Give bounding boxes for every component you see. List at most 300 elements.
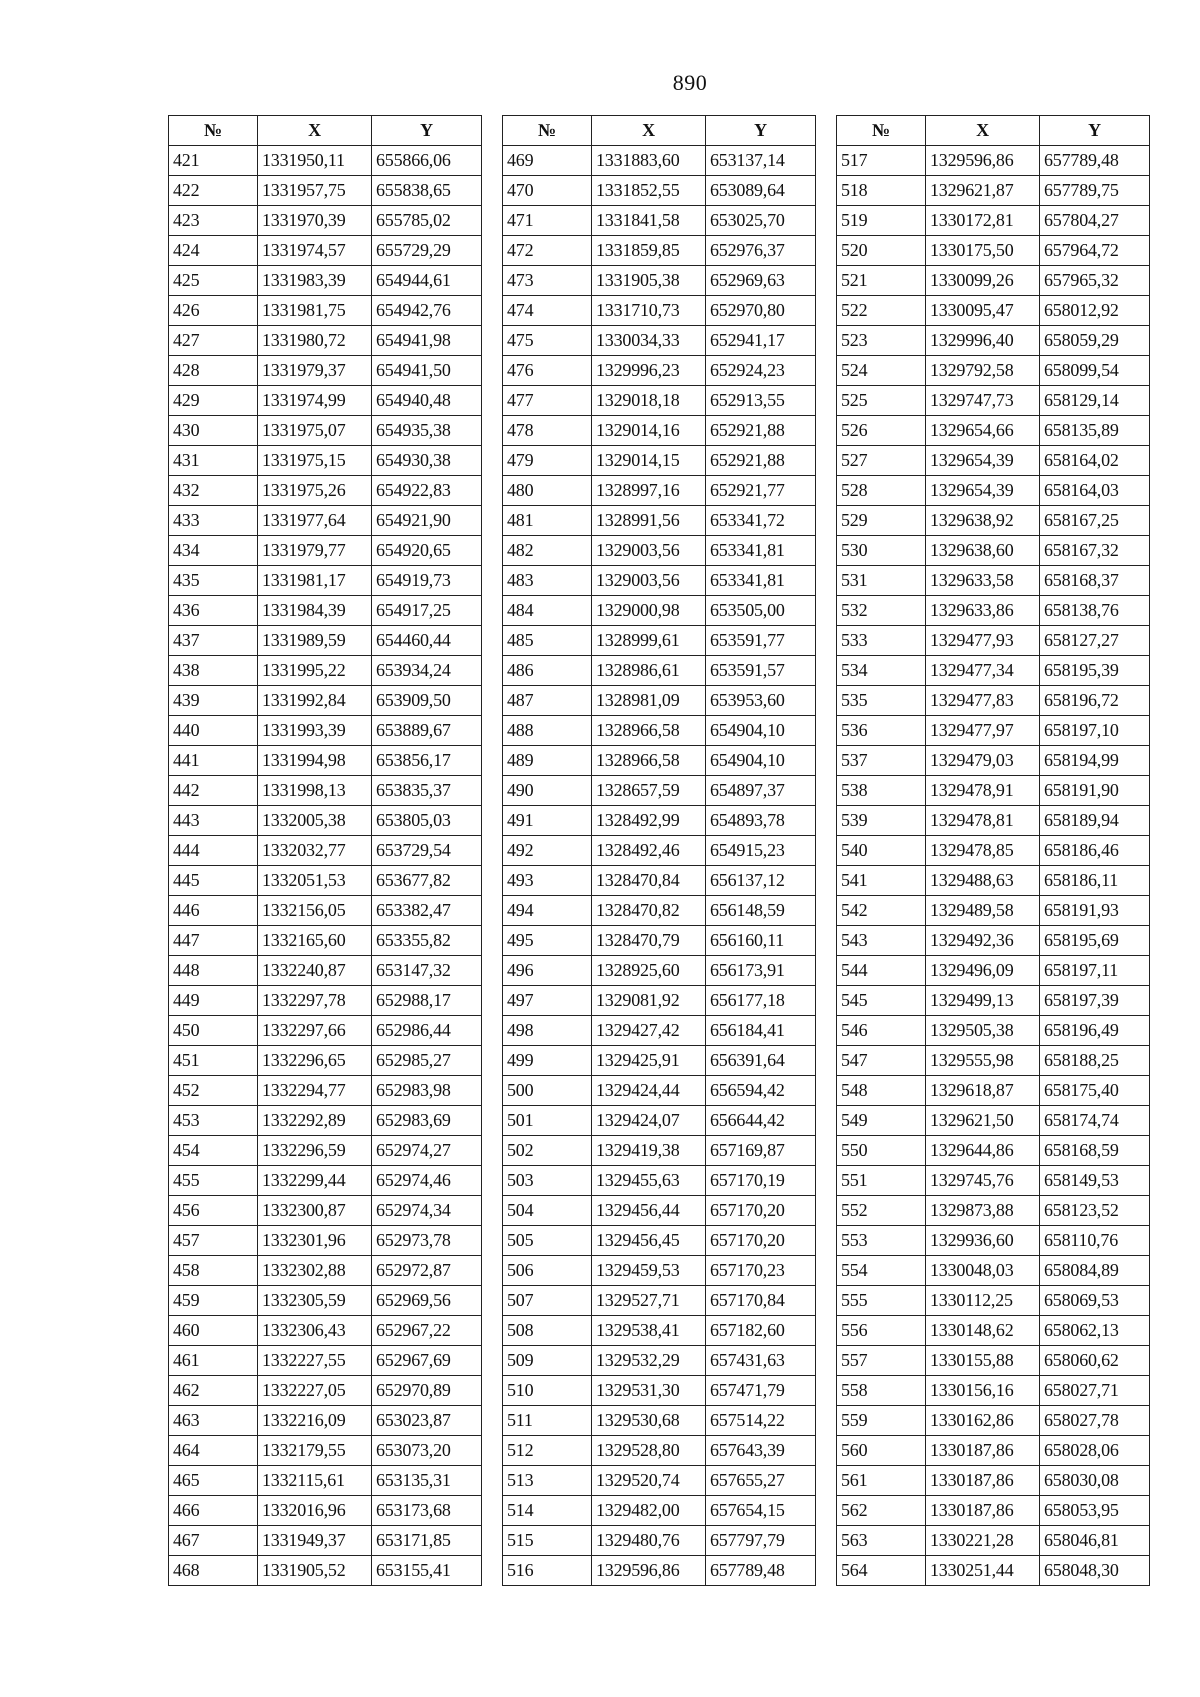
point-number-cell: 556: [837, 1315, 926, 1345]
table-row: [503, 1345, 816, 1375]
header-number: №: [837, 116, 926, 146]
y-coordinate-cell: 658027,78: [1040, 1405, 1150, 1435]
y-coordinate-cell: 658186,11: [1040, 865, 1150, 895]
y-coordinate-cell: 656644,42: [706, 1105, 816, 1135]
point-number-cell: 521: [837, 265, 926, 295]
y-coordinate-cell: 654904,10: [706, 715, 816, 745]
point-number-cell: 515: [503, 1525, 592, 1555]
point-number-cell: 441: [169, 745, 258, 775]
table-row: [169, 1375, 482, 1405]
x-coordinate-cell: 1332179,55: [258, 1435, 372, 1465]
y-coordinate-cell: 653155,41: [372, 1555, 482, 1585]
x-coordinate-cell: 1329018,18: [592, 385, 706, 415]
x-coordinate-cell: 1331981,75: [258, 295, 372, 325]
x-coordinate-cell: 1329644,86: [926, 1135, 1040, 1165]
point-number-cell: 464: [169, 1435, 258, 1465]
x-coordinate-cell: 1329478,81: [926, 805, 1040, 835]
y-coordinate-cell: 657655,27: [706, 1465, 816, 1495]
x-coordinate-cell: 1331993,39: [258, 715, 372, 745]
x-coordinate-cell: 1328492,46: [592, 835, 706, 865]
y-coordinate-cell: 654920,65: [372, 535, 482, 565]
table-row: [169, 385, 482, 415]
table-row: [837, 835, 1150, 865]
y-coordinate-cell: 654904,10: [706, 745, 816, 775]
y-coordinate-cell: 657789,75: [1040, 175, 1150, 205]
point-number-cell: 470: [503, 175, 592, 205]
point-number-cell: 493: [503, 865, 592, 895]
x-coordinate-cell: 1329482,00: [592, 1495, 706, 1525]
table-row: [169, 955, 482, 985]
table-row: [503, 1225, 816, 1255]
x-coordinate-cell: 1331974,99: [258, 385, 372, 415]
table-row: [169, 1255, 482, 1285]
y-coordinate-cell: 653591,57: [706, 655, 816, 685]
y-coordinate-cell: 658149,53: [1040, 1165, 1150, 1195]
point-number-cell: 498: [503, 1015, 592, 1045]
table-row: [837, 1225, 1150, 1255]
point-number-cell: 472: [503, 235, 592, 265]
x-coordinate-cell: 1331905,38: [592, 265, 706, 295]
y-coordinate-cell: 652974,34: [372, 1195, 482, 1225]
y-coordinate-cell: 658197,11: [1040, 955, 1150, 985]
table-row: [503, 295, 816, 325]
x-coordinate-cell: 1329479,03: [926, 745, 1040, 775]
y-coordinate-cell: 657170,84: [706, 1285, 816, 1315]
table-row: [169, 1045, 482, 1075]
table-row: [503, 1465, 816, 1495]
coordinate-table-1: [168, 115, 482, 1586]
x-coordinate-cell: 1329621,50: [926, 1105, 1040, 1135]
point-number-cell: 428: [169, 355, 258, 385]
table-row: [503, 1285, 816, 1315]
point-number-cell: 456: [169, 1195, 258, 1225]
table-row: [169, 1465, 482, 1495]
point-number-cell: 427: [169, 325, 258, 355]
table-row: [503, 1045, 816, 1075]
x-coordinate-cell: 1332165,60: [258, 925, 372, 955]
x-coordinate-cell: 1329456,44: [592, 1195, 706, 1225]
point-number-cell: 423: [169, 205, 258, 235]
x-coordinate-cell: 1329478,85: [926, 835, 1040, 865]
table-row: [503, 1495, 816, 1525]
table-row: [503, 745, 816, 775]
x-coordinate-cell: 1329499,13: [926, 985, 1040, 1015]
y-coordinate-cell: 658174,74: [1040, 1105, 1150, 1135]
table-row: [503, 1375, 816, 1405]
table-row: [837, 685, 1150, 715]
point-number-cell: 564: [837, 1555, 926, 1585]
table-row: [169, 505, 482, 535]
x-coordinate-cell: 1329618,87: [926, 1075, 1040, 1105]
table-row: [503, 1015, 816, 1045]
y-coordinate-cell: 653025,70: [706, 205, 816, 235]
y-coordinate-cell: 658196,49: [1040, 1015, 1150, 1045]
point-number-cell: 444: [169, 835, 258, 865]
point-number-cell: 473: [503, 265, 592, 295]
point-number-cell: 485: [503, 625, 592, 655]
point-number-cell: 535: [837, 685, 926, 715]
x-coordinate-cell: 1332156,05: [258, 895, 372, 925]
x-coordinate-cell: 1329505,38: [926, 1015, 1040, 1045]
y-coordinate-cell: 653382,47: [372, 895, 482, 925]
point-number-cell: 552: [837, 1195, 926, 1225]
x-coordinate-cell: 1329528,80: [592, 1435, 706, 1465]
x-coordinate-cell: 1329489,58: [926, 895, 1040, 925]
table-row: [503, 415, 816, 445]
table-row: [503, 175, 816, 205]
x-coordinate-cell: 1331905,52: [258, 1555, 372, 1585]
x-coordinate-cell: 1329492,36: [926, 925, 1040, 955]
table-row: [169, 445, 482, 475]
point-number-cell: 555: [837, 1285, 926, 1315]
table-row: [837, 445, 1150, 475]
x-coordinate-cell: 1328925,60: [592, 955, 706, 985]
table-row: [503, 1195, 816, 1225]
table-row: [837, 385, 1150, 415]
table-row: [503, 235, 816, 265]
x-coordinate-cell: 1329003,56: [592, 535, 706, 565]
header-number: №: [503, 116, 592, 146]
y-coordinate-cell: 657471,79: [706, 1375, 816, 1405]
table-row: [503, 1555, 816, 1585]
y-coordinate-cell: 658062,13: [1040, 1315, 1150, 1345]
table-row: [503, 1255, 816, 1285]
x-coordinate-cell: 1332032,77: [258, 835, 372, 865]
x-coordinate-cell: 1330155,88: [926, 1345, 1040, 1375]
point-number-cell: 528: [837, 475, 926, 505]
x-coordinate-cell: 1331841,58: [592, 205, 706, 235]
table-row: [837, 1495, 1150, 1525]
point-number-cell: 497: [503, 985, 592, 1015]
x-coordinate-cell: 1329555,98: [926, 1045, 1040, 1075]
point-number-cell: 436: [169, 595, 258, 625]
point-number-cell: 543: [837, 925, 926, 955]
point-number-cell: 429: [169, 385, 258, 415]
y-coordinate-cell: 652986,44: [372, 1015, 482, 1045]
y-coordinate-cell: 658188,25: [1040, 1045, 1150, 1075]
x-coordinate-cell: 1330172,81: [926, 205, 1040, 235]
table-row: [837, 145, 1150, 175]
x-coordinate-cell: 1329596,86: [926, 145, 1040, 175]
x-coordinate-cell: 1332306,43: [258, 1315, 372, 1345]
x-coordinate-cell: 1330099,26: [926, 265, 1040, 295]
x-coordinate-cell: 1329532,29: [592, 1345, 706, 1375]
point-number-cell: 540: [837, 835, 926, 865]
x-coordinate-cell: 1329596,86: [592, 1555, 706, 1585]
point-number-cell: 502: [503, 1135, 592, 1165]
table-header-row: [169, 116, 482, 146]
point-number-cell: 516: [503, 1555, 592, 1585]
y-coordinate-cell: 652913,55: [706, 385, 816, 415]
y-coordinate-cell: 654942,76: [372, 295, 482, 325]
table-row: [169, 1315, 482, 1345]
x-coordinate-cell: 1331974,57: [258, 235, 372, 265]
point-number-cell: 484: [503, 595, 592, 625]
table-row: [503, 1105, 816, 1135]
x-coordinate-cell: 1331992,84: [258, 685, 372, 715]
point-number-cell: 477: [503, 385, 592, 415]
y-coordinate-cell: 657789,48: [706, 1555, 816, 1585]
x-coordinate-cell: 1329638,60: [926, 535, 1040, 565]
table-row: [503, 205, 816, 235]
table-row: [169, 325, 482, 355]
x-coordinate-cell: 1331957,75: [258, 175, 372, 205]
x-coordinate-cell: 1331859,85: [592, 235, 706, 265]
x-coordinate-cell: 1330148,62: [926, 1315, 1040, 1345]
point-number-cell: 536: [837, 715, 926, 745]
x-coordinate-cell: 1332292,89: [258, 1105, 372, 1135]
y-coordinate-cell: 658194,99: [1040, 745, 1150, 775]
table-row: [503, 1075, 816, 1105]
point-number-cell: 529: [837, 505, 926, 535]
table-row: [837, 1045, 1150, 1075]
point-number-cell: 526: [837, 415, 926, 445]
y-coordinate-cell: 654897,37: [706, 775, 816, 805]
x-coordinate-cell: 1328997,16: [592, 475, 706, 505]
x-coordinate-cell: 1328470,79: [592, 925, 706, 955]
point-number-cell: 504: [503, 1195, 592, 1225]
y-coordinate-cell: 654919,73: [372, 565, 482, 595]
x-coordinate-cell: 1329014,15: [592, 445, 706, 475]
table-row: [837, 1345, 1150, 1375]
point-number-cell: 539: [837, 805, 926, 835]
y-coordinate-cell: 657514,22: [706, 1405, 816, 1435]
table-row: [503, 655, 816, 685]
x-coordinate-cell: 1331989,59: [258, 625, 372, 655]
table-row: [169, 205, 482, 235]
x-coordinate-cell: 1329003,56: [592, 565, 706, 595]
x-coordinate-cell: 1332005,38: [258, 805, 372, 835]
x-coordinate-cell: 1332227,05: [258, 1375, 372, 1405]
y-coordinate-cell: 654944,61: [372, 265, 482, 295]
y-coordinate-cell: 658195,69: [1040, 925, 1150, 955]
y-coordinate-cell: 654915,23: [706, 835, 816, 865]
x-coordinate-cell: 1330187,86: [926, 1495, 1040, 1525]
x-coordinate-cell: 1329081,92: [592, 985, 706, 1015]
x-coordinate-cell: 1331977,64: [258, 505, 372, 535]
table-row: [169, 295, 482, 325]
x-coordinate-cell: 1332301,96: [258, 1225, 372, 1255]
y-coordinate-cell: 658012,92: [1040, 295, 1150, 325]
x-coordinate-cell: 1332051,53: [258, 865, 372, 895]
y-coordinate-cell: 657170,20: [706, 1225, 816, 1255]
point-number-cell: 432: [169, 475, 258, 505]
y-coordinate-cell: 658135,89: [1040, 415, 1150, 445]
y-coordinate-cell: 652973,78: [372, 1225, 482, 1255]
table-row: [837, 175, 1150, 205]
table-row: [169, 685, 482, 715]
point-number-cell: 433: [169, 505, 258, 535]
y-coordinate-cell: 658167,32: [1040, 535, 1150, 565]
y-coordinate-cell: 658060,62: [1040, 1345, 1150, 1375]
point-number-cell: 440: [169, 715, 258, 745]
x-coordinate-cell: 1330187,86: [926, 1465, 1040, 1495]
point-number-cell: 525: [837, 385, 926, 415]
x-coordinate-cell: 1329477,97: [926, 715, 1040, 745]
point-number-cell: 508: [503, 1315, 592, 1345]
point-number-cell: 488: [503, 715, 592, 745]
table-row: [169, 1285, 482, 1315]
y-coordinate-cell: 653805,03: [372, 805, 482, 835]
x-coordinate-cell: 1329014,16: [592, 415, 706, 445]
x-coordinate-cell: 1329531,30: [592, 1375, 706, 1405]
y-coordinate-cell: 656137,12: [706, 865, 816, 895]
point-number-cell: 495: [503, 925, 592, 955]
y-coordinate-cell: 652972,87: [372, 1255, 482, 1285]
table-row: [837, 1015, 1150, 1045]
table-row: [837, 1165, 1150, 1195]
x-coordinate-cell: 1331883,60: [592, 145, 706, 175]
table-row: [837, 1465, 1150, 1495]
table-row: [169, 1345, 482, 1375]
table-row: [837, 325, 1150, 355]
y-coordinate-cell: 657170,23: [706, 1255, 816, 1285]
coordinate-table-3: [836, 115, 1150, 1586]
point-number-cell: 451: [169, 1045, 258, 1075]
point-number-cell: 520: [837, 235, 926, 265]
y-coordinate-cell: 658191,90: [1040, 775, 1150, 805]
y-coordinate-cell: 655866,06: [372, 145, 482, 175]
y-coordinate-cell: 653341,81: [706, 535, 816, 565]
y-coordinate-cell: 654921,90: [372, 505, 482, 535]
table-row: [837, 805, 1150, 835]
x-coordinate-cell: 1332227,55: [258, 1345, 372, 1375]
table-row: [169, 1555, 482, 1585]
y-coordinate-cell: 658027,71: [1040, 1375, 1150, 1405]
x-coordinate-cell: 1330251,44: [926, 1555, 1040, 1585]
x-coordinate-cell: 1330175,50: [926, 235, 1040, 265]
y-coordinate-cell: 657643,39: [706, 1435, 816, 1465]
table-row: [503, 385, 816, 415]
y-coordinate-cell: 655785,02: [372, 205, 482, 235]
x-coordinate-cell: 1329488,63: [926, 865, 1040, 895]
x-coordinate-cell: 1329520,74: [592, 1465, 706, 1495]
point-number-cell: 514: [503, 1495, 592, 1525]
table-row: [503, 265, 816, 295]
y-coordinate-cell: 656148,59: [706, 895, 816, 925]
point-number-cell: 548: [837, 1075, 926, 1105]
table-row: [169, 1105, 482, 1135]
y-coordinate-cell: 658164,02: [1040, 445, 1150, 475]
x-coordinate-cell: 1328470,82: [592, 895, 706, 925]
y-coordinate-cell: 657965,32: [1040, 265, 1150, 295]
x-coordinate-cell: 1332294,77: [258, 1075, 372, 1105]
x-coordinate-cell: 1329654,39: [926, 475, 1040, 505]
page-number: 890: [672, 70, 708, 95]
table-row: [503, 835, 816, 865]
table-row: [837, 655, 1150, 685]
point-number-cell: 459: [169, 1285, 258, 1315]
point-number-cell: 527: [837, 445, 926, 475]
point-number-cell: 558: [837, 1375, 926, 1405]
x-coordinate-cell: 1331983,39: [258, 265, 372, 295]
y-coordinate-cell: 652970,80: [706, 295, 816, 325]
point-number-cell: 424: [169, 235, 258, 265]
y-coordinate-cell: 656177,18: [706, 985, 816, 1015]
table-row: [837, 1315, 1150, 1345]
y-coordinate-cell: 652921,88: [706, 415, 816, 445]
header-x: X: [592, 116, 706, 146]
table-row: [503, 625, 816, 655]
point-number-cell: 467: [169, 1525, 258, 1555]
table-row: [169, 1525, 482, 1555]
y-coordinate-cell: 652921,88: [706, 445, 816, 475]
table-row: [169, 235, 482, 265]
header-y: Y: [1040, 116, 1150, 146]
point-number-cell: 478: [503, 415, 592, 445]
y-coordinate-cell: 658164,03: [1040, 475, 1150, 505]
y-coordinate-cell: 658186,46: [1040, 835, 1150, 865]
table-row: [169, 715, 482, 745]
header-x: X: [258, 116, 372, 146]
x-coordinate-cell: 1329424,07: [592, 1105, 706, 1135]
x-coordinate-cell: 1329654,66: [926, 415, 1040, 445]
table-row: [169, 175, 482, 205]
table-row: [169, 1495, 482, 1525]
y-coordinate-cell: 657654,15: [706, 1495, 816, 1525]
y-coordinate-cell: 652941,17: [706, 325, 816, 355]
x-coordinate-cell: 1329477,34: [926, 655, 1040, 685]
x-coordinate-cell: 1329419,38: [592, 1135, 706, 1165]
y-coordinate-cell: 658059,29: [1040, 325, 1150, 355]
y-coordinate-cell: 652985,27: [372, 1045, 482, 1075]
point-number-cell: 519: [837, 205, 926, 235]
x-coordinate-cell: 1329633,86: [926, 595, 1040, 625]
table-row: [169, 1135, 482, 1165]
table-row: [837, 235, 1150, 265]
point-number-cell: 490: [503, 775, 592, 805]
point-number-cell: 506: [503, 1255, 592, 1285]
x-coordinate-cell: 1329996,40: [926, 325, 1040, 355]
y-coordinate-cell: 652970,89: [372, 1375, 482, 1405]
table-row: [837, 1105, 1150, 1135]
y-coordinate-cell: 656594,42: [706, 1075, 816, 1105]
table-row: [169, 835, 482, 865]
y-coordinate-cell: 657170,19: [706, 1165, 816, 1195]
y-coordinate-cell: 658167,25: [1040, 505, 1150, 535]
point-number-cell: 449: [169, 985, 258, 1015]
point-number-cell: 500: [503, 1075, 592, 1105]
x-coordinate-cell: 1329478,91: [926, 775, 1040, 805]
y-coordinate-cell: 657789,48: [1040, 145, 1150, 175]
y-coordinate-cell: 653953,60: [706, 685, 816, 715]
x-coordinate-cell: 1331975,26: [258, 475, 372, 505]
table-row: [837, 265, 1150, 295]
point-number-cell: 443: [169, 805, 258, 835]
y-coordinate-cell: 657804,27: [1040, 205, 1150, 235]
y-coordinate-cell: 653835,37: [372, 775, 482, 805]
y-coordinate-cell: 653856,17: [372, 745, 482, 775]
table-row: [837, 1075, 1150, 1105]
point-number-cell: 463: [169, 1405, 258, 1435]
point-number-cell: 513: [503, 1465, 592, 1495]
x-coordinate-cell: 1331981,17: [258, 565, 372, 595]
point-number-cell: 421: [169, 145, 258, 175]
point-number-cell: 422: [169, 175, 258, 205]
point-number-cell: 545: [837, 985, 926, 1015]
x-coordinate-cell: 1329455,63: [592, 1165, 706, 1195]
table-row: [503, 985, 816, 1015]
y-coordinate-cell: 657170,20: [706, 1195, 816, 1225]
y-coordinate-cell: 656160,11: [706, 925, 816, 955]
x-coordinate-cell: 1328981,09: [592, 685, 706, 715]
x-coordinate-cell: 1332296,65: [258, 1045, 372, 1075]
x-coordinate-cell: 1329456,45: [592, 1225, 706, 1255]
x-coordinate-cell: 1328999,61: [592, 625, 706, 655]
point-number-cell: 479: [503, 445, 592, 475]
x-coordinate-cell: 1332240,87: [258, 955, 372, 985]
table-row: [169, 1435, 482, 1465]
